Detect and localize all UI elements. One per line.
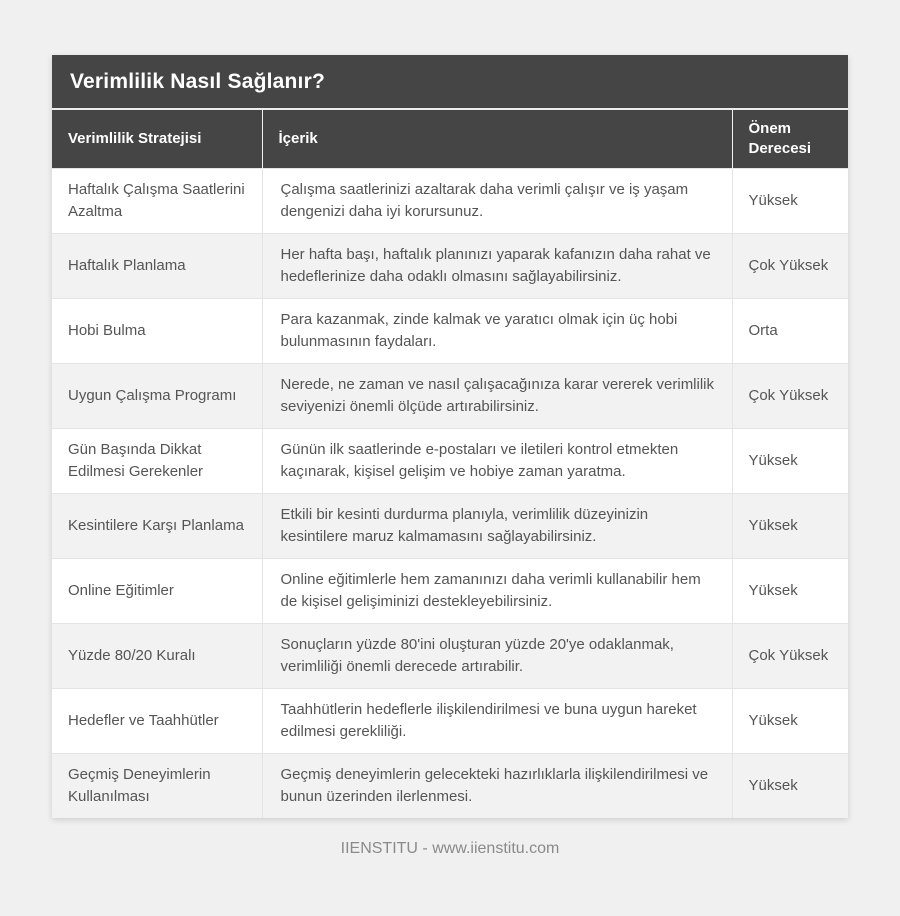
importance-cell: Yüksek (732, 168, 848, 233)
importance-cell: Yüksek (732, 428, 848, 493)
content-cell: Sonuçların yüzde 80'ini oluşturan yüzde 20'ye odaklanmak, verimliliği önemli derecede artırabilir. (262, 623, 732, 688)
strategy-cell: Yüzde 80/20 Kuralı (52, 623, 262, 688)
header-row (52, 110, 848, 168)
table-row (52, 168, 848, 233)
table-row (52, 493, 848, 558)
table-row (52, 623, 848, 688)
importance-cell: Yüksek (732, 558, 848, 623)
strategy-cell: Gün Başında Dikkat Edilmesi Gerekenler (52, 428, 262, 493)
table-row (52, 363, 848, 428)
table-row (52, 753, 848, 818)
content-cell: Taahhütlerin hedeflerle ilişkilendirilmesi ve buna uygun hareket edilmesi gerekliliği. (262, 688, 732, 753)
strategy-cell: Haftalık Çalışma Saatlerini Azaltma (52, 168, 262, 233)
importance-cell: Çok Yüksek (732, 233, 848, 298)
table-row (52, 688, 848, 753)
importance-cell: Çok Yüksek (732, 623, 848, 688)
strategy-cell: Haftalık Planlama (52, 233, 262, 298)
strategy-cell: Hobi Bulma (52, 298, 262, 363)
importance-cell: Yüksek (732, 753, 848, 818)
content-cell: Çalışma saatlerinizi azaltarak daha verimli çalışır ve iş yaşam dengenizi daha iyi korursunuz. (262, 168, 732, 233)
productivity-table (52, 110, 848, 818)
strategy-cell: Uygun Çalışma Programı (52, 363, 262, 428)
productivity-table-card (52, 55, 848, 818)
table-title: Verimlilik Nasıl Sağlanır? (52, 55, 848, 110)
importance-cell: Orta (732, 298, 848, 363)
strategy-cell: Kesintilere Karşı Planlama (52, 493, 262, 558)
content-cell: Para kazanmak, zinde kalmak ve yaratıcı olmak için üç hobi bulunmasının faydaları. (262, 298, 732, 363)
content-cell: Günün ilk saatlerinde e-postaları ve iletileri kontrol etmekten kaçınarak, kişisel gelişim ve hobiye zaman yaratma. (262, 428, 732, 493)
table-row (52, 298, 848, 363)
importance-cell: Çok Yüksek (732, 363, 848, 428)
importance-cell: Yüksek (732, 688, 848, 753)
content-cell: Nerede, ne zaman ve nasıl çalışacağınıza karar vererek verimlilik seviyenizi önemli ölçüde artırabilirsiniz. (262, 363, 732, 428)
column-header-strategy: Verimlilik Stratejisi (52, 110, 262, 168)
table-row (52, 558, 848, 623)
strategy-cell: Geçmiş Deneyimlerin Kullanılması (52, 753, 262, 818)
content-cell: Etkili bir kesinti durdurma planıyla, verimlilik düzeyinizin kesintilere maruz kalmamasını sağlayabilirsiniz. (262, 493, 732, 558)
footer-credit: IIENSTITU - www.iienstitu.com (340, 840, 560, 857)
content-cell: Her hafta başı, haftalık planınızı yaparak kafanızın daha rahat ve hedeflerinize daha odaklı olmasını sağlayabilirsiniz. (262, 233, 732, 298)
table-row (52, 428, 848, 493)
column-header-importance: Önem Derecesi (732, 110, 848, 168)
strategy-cell: Hedefler ve Taahhütler (52, 688, 262, 753)
content-cell: Geçmiş deneyimlerin gelecekteki hazırlıklarla ilişkilendirilmesi ve bunun üzerinden ilerlenmesi. (262, 753, 732, 818)
column-header-content: İçerik (262, 110, 732, 168)
importance-cell: Yüksek (732, 493, 848, 558)
strategy-cell: Online Eğitimler (52, 558, 262, 623)
table-row (52, 233, 848, 298)
content-cell: Online eğitimlerle hem zamanınızı daha verimli kullanabilir hem de kişisel gelişiminizi destekleyebilirsiniz. (262, 558, 732, 623)
